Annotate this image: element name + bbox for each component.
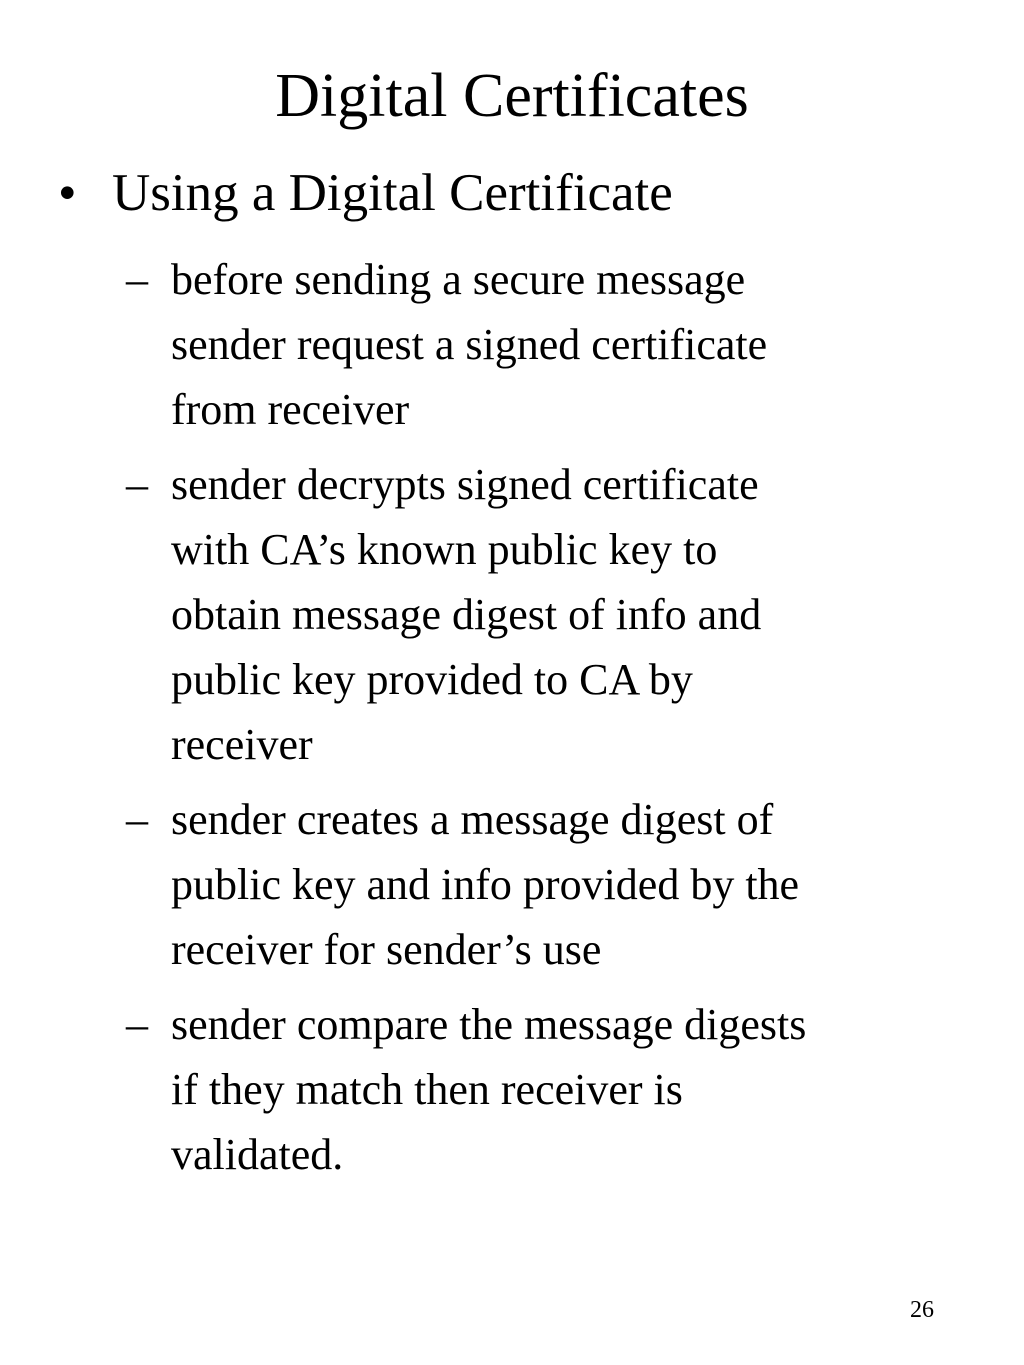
sub-bullet-line: sender decrypts signed certificate xyxy=(171,460,759,509)
bullet-marker: • xyxy=(58,164,77,222)
sub-bullet-line: sender request a signed certificate xyxy=(171,320,768,369)
dash-marker: – xyxy=(126,1000,148,1049)
sub-bullet-list xyxy=(126,247,986,1197)
sub-bullet-item xyxy=(126,247,986,442)
sub-bullet-line: before sending a secure message xyxy=(171,255,746,304)
sub-bullet-item xyxy=(126,992,986,1187)
sub-bullet-line: sender creates a message digest of xyxy=(171,795,774,844)
dash-marker: – xyxy=(126,460,148,509)
sub-bullet-item xyxy=(126,787,986,982)
sub-bullet-line: if they match then receiver is xyxy=(171,1065,683,1114)
page-number: 26 xyxy=(910,1297,934,1323)
sub-bullet-line: receiver xyxy=(171,720,313,769)
sub-bullet-line: sender compare the message digests xyxy=(171,1000,807,1049)
dash-marker: – xyxy=(126,255,148,304)
sub-bullet-line: obtain message digest of info and xyxy=(171,590,762,639)
main-bullet xyxy=(58,158,998,228)
slide-title: Digital Certificates xyxy=(275,62,749,130)
dash-marker: – xyxy=(126,795,148,844)
sub-bullet-item xyxy=(126,452,986,777)
sub-bullet-line: public key provided to CA by xyxy=(171,655,693,704)
bullet-text: Using a Digital Certificate xyxy=(112,164,673,222)
sub-bullet-line: with CA’s known public key to xyxy=(171,525,718,574)
sub-bullet-line: from receiver xyxy=(171,385,410,434)
sub-bullet-line: public key and info provided by the xyxy=(171,860,800,909)
sub-bullet-line: validated. xyxy=(171,1130,344,1179)
sub-bullet-line: receiver for sender’s use xyxy=(171,925,602,974)
